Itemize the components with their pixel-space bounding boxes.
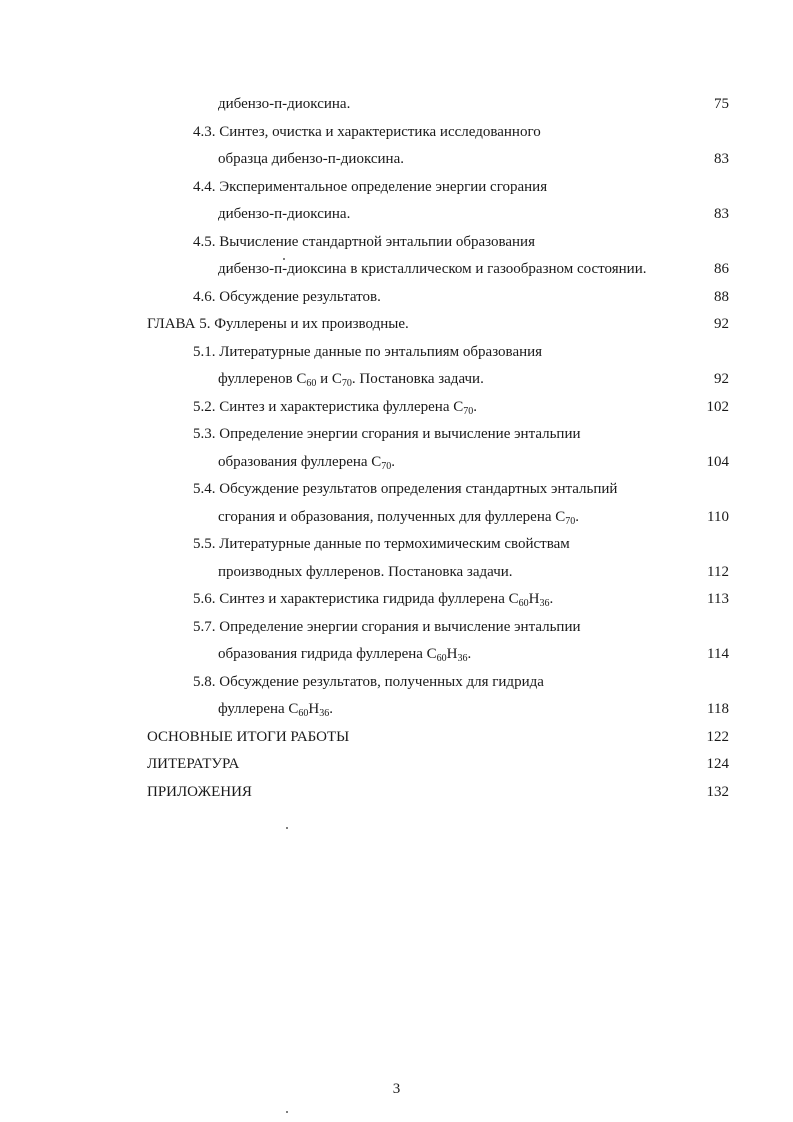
toc-entry-text: 4.4. Экспериментальное определение энергии сгорания [193, 178, 548, 195]
toc-entry-text: ОСНОВНЫЕ ИТОГИ РАБОТЫ [147, 728, 350, 745]
toc-entry-page: 86 [714, 261, 729, 277]
toc-entry-text: 5.4. Обсуждение результатов определения стандартных энтальпий [193, 481, 618, 497]
toc-entry-text: ЛИТЕРАТУРА [147, 756, 240, 772]
toc-entry-page: 83 [714, 206, 729, 222]
toc-entry [0, 504, 793, 532]
toc-entry-text: фуллеренов $C_{60}$ и $C_{70}$. Постановка задачи. [218, 371, 484, 389]
toc-entry [0, 366, 793, 394]
toc-entry-page: 88 [714, 288, 729, 305]
toc-entry [0, 614, 793, 642]
toc-entry-page: 104 [706, 453, 729, 470]
toc-entry [0, 476, 793, 504]
toc-entry [0, 559, 793, 587]
toc-entry [0, 284, 793, 312]
toc-entry [0, 91, 793, 119]
toc-entry [0, 229, 793, 257]
toc-entry-page: 92 [714, 371, 729, 387]
toc-entry-text: ПРИЛОЖЕНИЯ [147, 783, 252, 800]
toc-entry-page: 132 [706, 783, 729, 800]
toc-entry-text: дибензо-п-диоксина в кристаллическом и газообразном состоянии. [218, 261, 647, 277]
toc-entry [0, 394, 793, 422]
toc-entry [0, 586, 793, 614]
toc-entry [0, 146, 793, 174]
toc-entry-page: 75 [714, 96, 729, 112]
scan-speck [283, 258, 285, 260]
toc-entry-page: 83 [714, 151, 729, 167]
toc-entry-text: 5.6. Синтез и характеристика гидрида фуллерена $C_{60}H_{36}$. [193, 591, 554, 609]
toc-entry [0, 421, 793, 449]
toc-entry-text: 4.6. Обсуждение результатов. [193, 288, 381, 305]
toc-entry-text: 4.3. Синтез, очистка и характеристика исследованного [193, 123, 541, 140]
toc-entry-text: 5.2. Синтез и характеристика фуллерена $C_{70}$. [193, 398, 477, 417]
toc-entry-text: ГЛАВА 5. Фуллерены и их производные. [147, 316, 409, 332]
toc-entry-text: сгорания и образования, полученных для фуллерена $C_{70}$. [218, 508, 580, 527]
toc-entry [0, 256, 793, 284]
toc-entry-text: дибензо-п-диоксина. [218, 206, 351, 222]
toc-entry-page: 112 [707, 563, 729, 580]
toc-entry [0, 449, 793, 477]
toc-entry-text: 4.5. Вычисление стандартной энтальпии образования [193, 233, 535, 250]
toc-entry-page: 92 [714, 316, 729, 332]
toc-chapter-entry [0, 724, 793, 752]
toc-entry-text: 5.3. Определение энергии сгорания и вычисление энтальпии [193, 426, 581, 442]
toc-entry [0, 531, 793, 559]
toc-entry-text: 5.5. Литературные данные по термохимическим свойствам [193, 536, 570, 552]
toc-entry-text: дибензо-п-диоксина. [218, 96, 351, 112]
toc-chapter-entry [0, 311, 793, 339]
toc-entry-text: производных фуллеренов. Постановка задачи. [218, 563, 513, 580]
toc-entry-page: 124 [706, 756, 729, 772]
toc-entry [0, 174, 793, 202]
scan-speck [286, 1111, 288, 1113]
toc-chapter-entry [0, 751, 793, 779]
toc-entry-page: 110 [707, 508, 729, 525]
toc-entry [0, 669, 793, 697]
toc-entry-page: 122 [706, 728, 729, 745]
toc-chapter-entry [0, 779, 793, 807]
toc-entry-page: 113 [707, 591, 729, 607]
page-number: 3 [392, 1081, 401, 1097]
toc-entry-page: 118 [707, 701, 729, 717]
toc-entry-text: фуллерена $C_{60}H_{36}$. [218, 701, 334, 719]
toc-entry [0, 201, 793, 229]
toc-entry [0, 339, 793, 367]
toc-entry [0, 119, 793, 147]
toc-entry-page: 102 [706, 398, 729, 415]
toc-entry-page: 114 [707, 646, 729, 662]
toc-entry-text: 5.8. Обсуждение результатов, полученных для гидрида [193, 673, 544, 690]
toc-entry-text: образца дибензо-п-диоксина. [218, 151, 404, 167]
toc-entry-text: образования гидрида фуллерена $C_{60}H_{36}$. [218, 646, 472, 664]
toc-entry-text: 5.7. Определение энергии сгорания и вычисление энтальпии [193, 618, 581, 635]
toc-entry-text: 5.1. Литературные данные по энтальпиям образования [193, 343, 543, 360]
toc-entry-text: образования фуллерена $C_{70}$. [218, 453, 396, 472]
toc-entry [0, 696, 793, 724]
toc-entry [0, 641, 793, 669]
scan-speck [286, 827, 288, 829]
table-of-contents [0, 91, 793, 806]
